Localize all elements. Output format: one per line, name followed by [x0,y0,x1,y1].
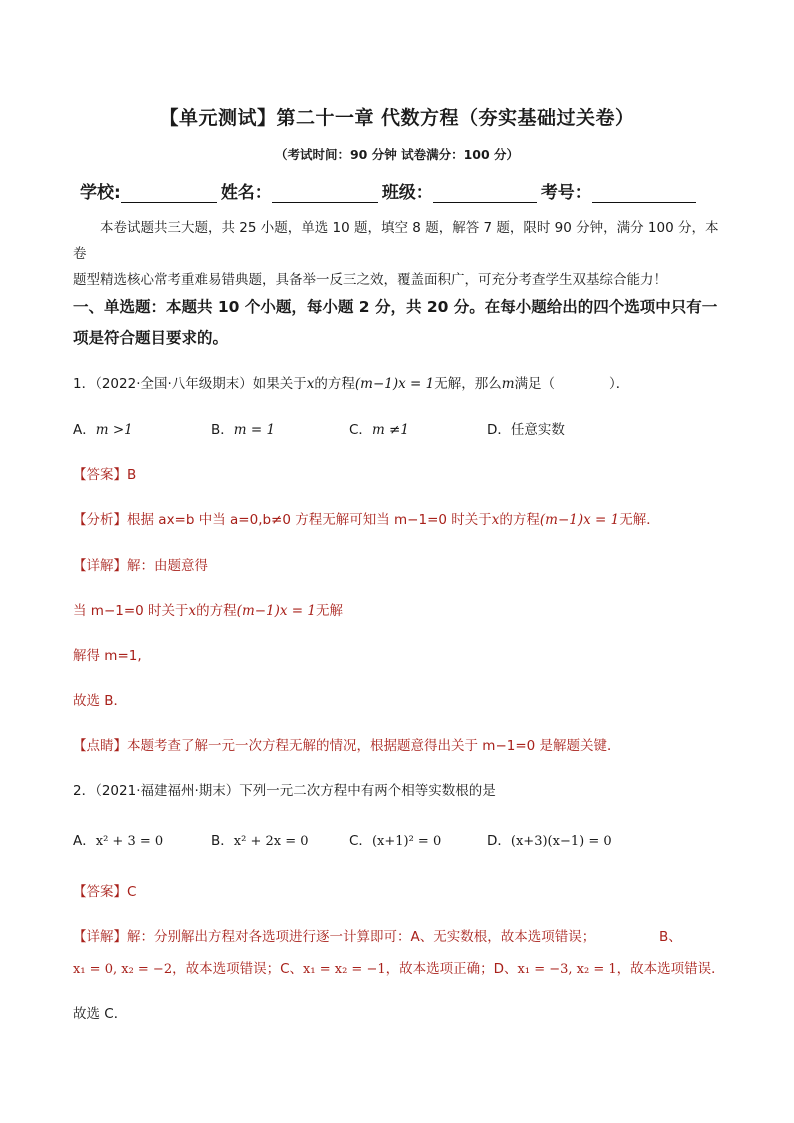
name-label: 姓名： [220,183,272,203]
school-label: 学校: [80,183,121,203]
question-2-stem: 2．（2021·福建福州·期末）下列一元二次方程中有两个相等实数根的是 [73,783,496,799]
class-blank[interactable] [433,184,537,203]
class-field [382,178,541,203]
exam-number-blank[interactable] [592,184,696,203]
section-heading-line-2: 项是符合题目要求的。 [73,329,229,347]
q1-answer: 【答案】B [73,467,137,483]
q1-detail-line-1: 【详解】解：由题意得 [73,558,208,574]
q2-option-d[interactable]: D．(x+3)(x−1) = 0 [487,833,612,849]
q1-equation: (m−1)x = 1 [354,376,435,392]
school-field [80,178,221,203]
q2-option-c[interactable]: C．(x+1)² = 0 [349,833,442,849]
q2-detail-line-1: 【详解】解：分别解出方程对各选项进行逐一计算即可：A、无实数根，故本选项错误； [73,929,596,945]
page-subtitle: （考试时间：90 分钟 试卷满分：100 分） [274,147,520,162]
q1-option-a[interactable]: A．m >1 [73,422,133,438]
intro-line-2: 题型精选核心常考重难易错典题，具备举一反三之效，覆盖面积广，可充分考查学生双基综合能力！ [73,272,667,288]
class-label: 班级： [381,183,433,203]
q2-option-a[interactable]: A．x² + 3 = 0 [73,833,164,849]
page-title: 【单元测试】第二十一章 代数方程（夯实基础过关卷） [159,107,635,129]
q1-detail-line-4: 故选 B． [73,693,128,709]
question-1-stem: 1．（2022·全国·八年级期末）如果关于x的方程(m−1)x = 1无解，那么m满足（ ）． [73,376,630,392]
student-info-row [80,178,700,203]
q1-detail-line-2: 当 m−1=0 时关于x的方程(m−1)x = 1无解 [73,603,344,619]
q1-option-b[interactable]: B．m = 1 [211,422,276,438]
q2-answer: 【答案】C [73,884,137,900]
q1-option-d[interactable]: D．任意实数 [487,422,565,438]
q2-detail-line-2: x₁ = 0, x₂ = −2，故本选项错误；C、x₁ = x₂ = −1，故本选项正确；D、x₁ = −3, x₂ = 1，故本选项错误． [73,961,725,977]
q2-option-b[interactable]: B．x² + 2x = 0 [211,833,309,849]
q2-detail-line-3: 故选 C． [73,1006,128,1022]
q1-analysis: 【分析】根据 ax=b 中当 a=0,b≠0 方程无解可知当 m−1=0 时关于x的方程(m−1)x = 1无解． [73,512,660,528]
q1-option-c[interactable]: C．m ≠1 [349,422,409,438]
q1-key-point: 【点睛】本题考查了解一元一次方程无解的情况，根据题意得出关于 m−1=0 是解题关键． [73,738,621,754]
school-blank[interactable] [121,184,217,203]
exam-number-label: 考号： [540,183,592,203]
q1-detail-line-3: 解得 m=1, [73,648,142,664]
name-blank[interactable] [272,184,378,203]
q2-detail-option-b-label: B、 [659,929,682,945]
section-heading-line-1: 一、单选题：本题共 10 个小题，每小题 2 分，共 20 分。在每小题给出的四个选项中只有一 [73,298,718,316]
exam-number-field [541,178,700,203]
intro-paragraph [73,215,723,293]
intro-line-1: 本卷试题共三大题，共 25 小题，单选 10 题，填空 8 题，解答 7 题，限时 90 分钟，满分 100 分，本卷 [73,220,719,262]
name-field [221,178,382,203]
